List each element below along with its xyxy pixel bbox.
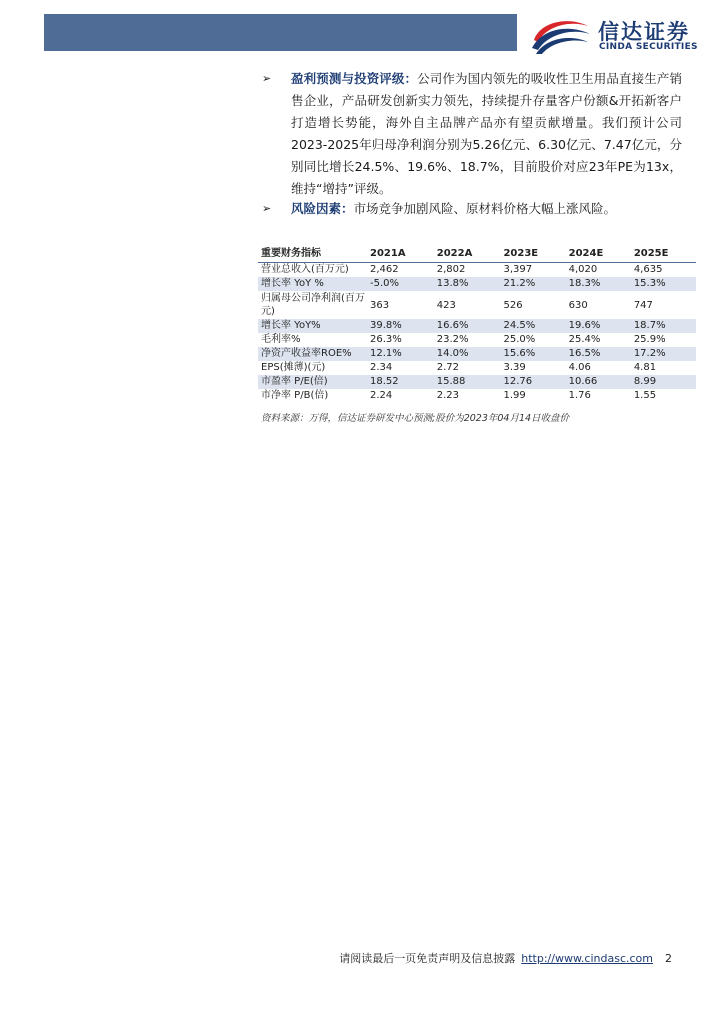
row-label: 归属母公司净利润(百万元) bbox=[261, 293, 365, 317]
table-cell: 2.72 bbox=[436, 362, 459, 373]
table-cell: 25.9% bbox=[633, 334, 666, 345]
table-cell: 25.0% bbox=[503, 334, 536, 345]
table-cell: 423 bbox=[436, 299, 456, 311]
table-cell: 3.39 bbox=[503, 362, 526, 373]
arrow-bullet-icon: ➢ bbox=[262, 72, 272, 85]
footer-website-link[interactable]: http://www.cindasc.com bbox=[521, 952, 653, 965]
cinda-logo-mark-icon bbox=[530, 14, 592, 56]
header-cell: 2024E bbox=[566, 246, 631, 263]
table-cell: 4,020 bbox=[568, 264, 598, 275]
table-cell: 4.81 bbox=[633, 362, 657, 373]
logo-cn-text: 信达证券 bbox=[598, 20, 690, 44]
table-cell: 13.8% bbox=[434, 277, 501, 291]
table-row bbox=[258, 291, 696, 319]
table-cell: 8.99 bbox=[631, 375, 696, 389]
bullet-forecast-body: 公司作为国内领先的吸收性卫生用品直接生产销售企业，产品研发创新实力领先，持续提升存量客户份额&开拓新客户打造增长势能，海外自主品牌产品亦有望贡献增量。我们预计公司2023-2025年归母净利润分别为5.26亿元、6.30亿元、7.47亿元，分别同比增长24.5%、19.6%、18.7%，目前股价对应23年PE为13x，维持“增持”评级。 bbox=[291, 71, 682, 196]
table-cell: 39.8% bbox=[367, 319, 434, 333]
bullet-risk-body: 市场竞争加剧风险、原材料价格大幅上涨风险。 bbox=[353, 201, 617, 216]
row-label: 市盈率 P/E(倍) bbox=[258, 375, 367, 389]
cinda-logo bbox=[530, 14, 710, 56]
logo-en-text: CINDA SECURITIES bbox=[599, 42, 698, 52]
table-cell: -5.0% bbox=[367, 277, 434, 291]
table-header-row bbox=[258, 246, 696, 263]
table-cell: 15.6% bbox=[500, 347, 565, 361]
table-cell: 1.76 bbox=[568, 390, 591, 401]
bullet-risk-lead: 风险因素： bbox=[291, 201, 354, 216]
table-row bbox=[258, 333, 696, 347]
row-label: 市净率 P/B(倍) bbox=[261, 390, 329, 401]
bullet-risk bbox=[262, 198, 682, 220]
table-cell: 15.3% bbox=[631, 277, 696, 291]
table-row bbox=[258, 375, 696, 389]
header-cell: 重要财务指标 bbox=[258, 246, 367, 263]
table-cell: 18.3% bbox=[566, 277, 631, 291]
header-cell: 2025E bbox=[631, 246, 696, 263]
header-bar bbox=[44, 14, 517, 51]
table-cell: 17.2% bbox=[631, 347, 696, 361]
bullet-forecast-text bbox=[291, 68, 682, 200]
table-cell: 4,635 bbox=[633, 264, 663, 275]
table-cell: 12.1% bbox=[367, 347, 434, 361]
arrow-bullet-icon: ➢ bbox=[262, 202, 272, 215]
footer-disclaimer: 请阅读最后一页免责声明及信息披露 bbox=[339, 952, 516, 965]
table-row bbox=[258, 347, 696, 361]
row-label: 净资产收益率ROE% bbox=[258, 347, 367, 361]
table-cell: 1.99 bbox=[503, 390, 526, 401]
bullet-forecast bbox=[262, 68, 682, 200]
table-cell: 630 bbox=[568, 299, 588, 311]
table-cell: 747 bbox=[633, 299, 653, 311]
table-cell: 26.3% bbox=[370, 334, 402, 345]
header-cell: 2021A bbox=[367, 246, 434, 263]
table-cell: 2.23 bbox=[436, 390, 459, 401]
row-label: 增长率 YoY % bbox=[258, 277, 367, 291]
table-cell: 3,397 bbox=[503, 264, 533, 275]
table-cell: 2.34 bbox=[370, 362, 393, 373]
bullet-forecast-lead: 盈利预测与投资评级： bbox=[291, 71, 418, 86]
table-row bbox=[258, 277, 696, 291]
page-footer bbox=[339, 950, 672, 966]
table-cell: 15.88 bbox=[434, 375, 501, 389]
table-source-note: 资料来源：万得，信达证券研发中心预测;股价为2023年04月14日收盘价 bbox=[261, 413, 570, 424]
table-cell: 363 bbox=[370, 299, 390, 311]
table-cell: 1.55 bbox=[633, 390, 657, 401]
table-cell: 16.5% bbox=[566, 347, 631, 361]
page-number: 2 bbox=[665, 952, 672, 965]
table-cell: 526 bbox=[503, 299, 523, 311]
table-cell: 10.66 bbox=[566, 375, 631, 389]
table-cell: 21.2% bbox=[500, 277, 565, 291]
table-cell: 25.4% bbox=[568, 334, 601, 345]
table-cell: 18.52 bbox=[367, 375, 434, 389]
financial-table bbox=[258, 246, 696, 403]
row-label: 营业总收入(百万元) bbox=[261, 264, 349, 275]
table-cell: 24.5% bbox=[500, 319, 565, 333]
table-cell: 19.6% bbox=[566, 319, 631, 333]
table-row bbox=[258, 263, 696, 278]
table-cell: 23.2% bbox=[436, 334, 469, 345]
row-label: EPS(摊薄)(元) bbox=[261, 362, 326, 373]
table-cell: 12.76 bbox=[500, 375, 565, 389]
table-cell: 2,462 bbox=[370, 264, 399, 275]
table-row bbox=[258, 319, 696, 333]
table-cell: 4.06 bbox=[568, 362, 591, 373]
row-label: 毛利率% bbox=[261, 334, 301, 345]
table-cell: 2,802 bbox=[436, 264, 466, 275]
header-cell: 2023E bbox=[500, 246, 565, 263]
table-row bbox=[258, 361, 696, 375]
table-cell: 14.0% bbox=[434, 347, 501, 361]
table-cell: 18.7% bbox=[631, 319, 696, 333]
table-cell: 2.24 bbox=[370, 390, 393, 401]
table-row bbox=[258, 389, 696, 403]
table-cell: 16.6% bbox=[434, 319, 501, 333]
bullet-risk-text bbox=[291, 198, 682, 220]
row-label: 增长率 YoY% bbox=[258, 319, 367, 333]
header-cell: 2022A bbox=[434, 246, 501, 263]
